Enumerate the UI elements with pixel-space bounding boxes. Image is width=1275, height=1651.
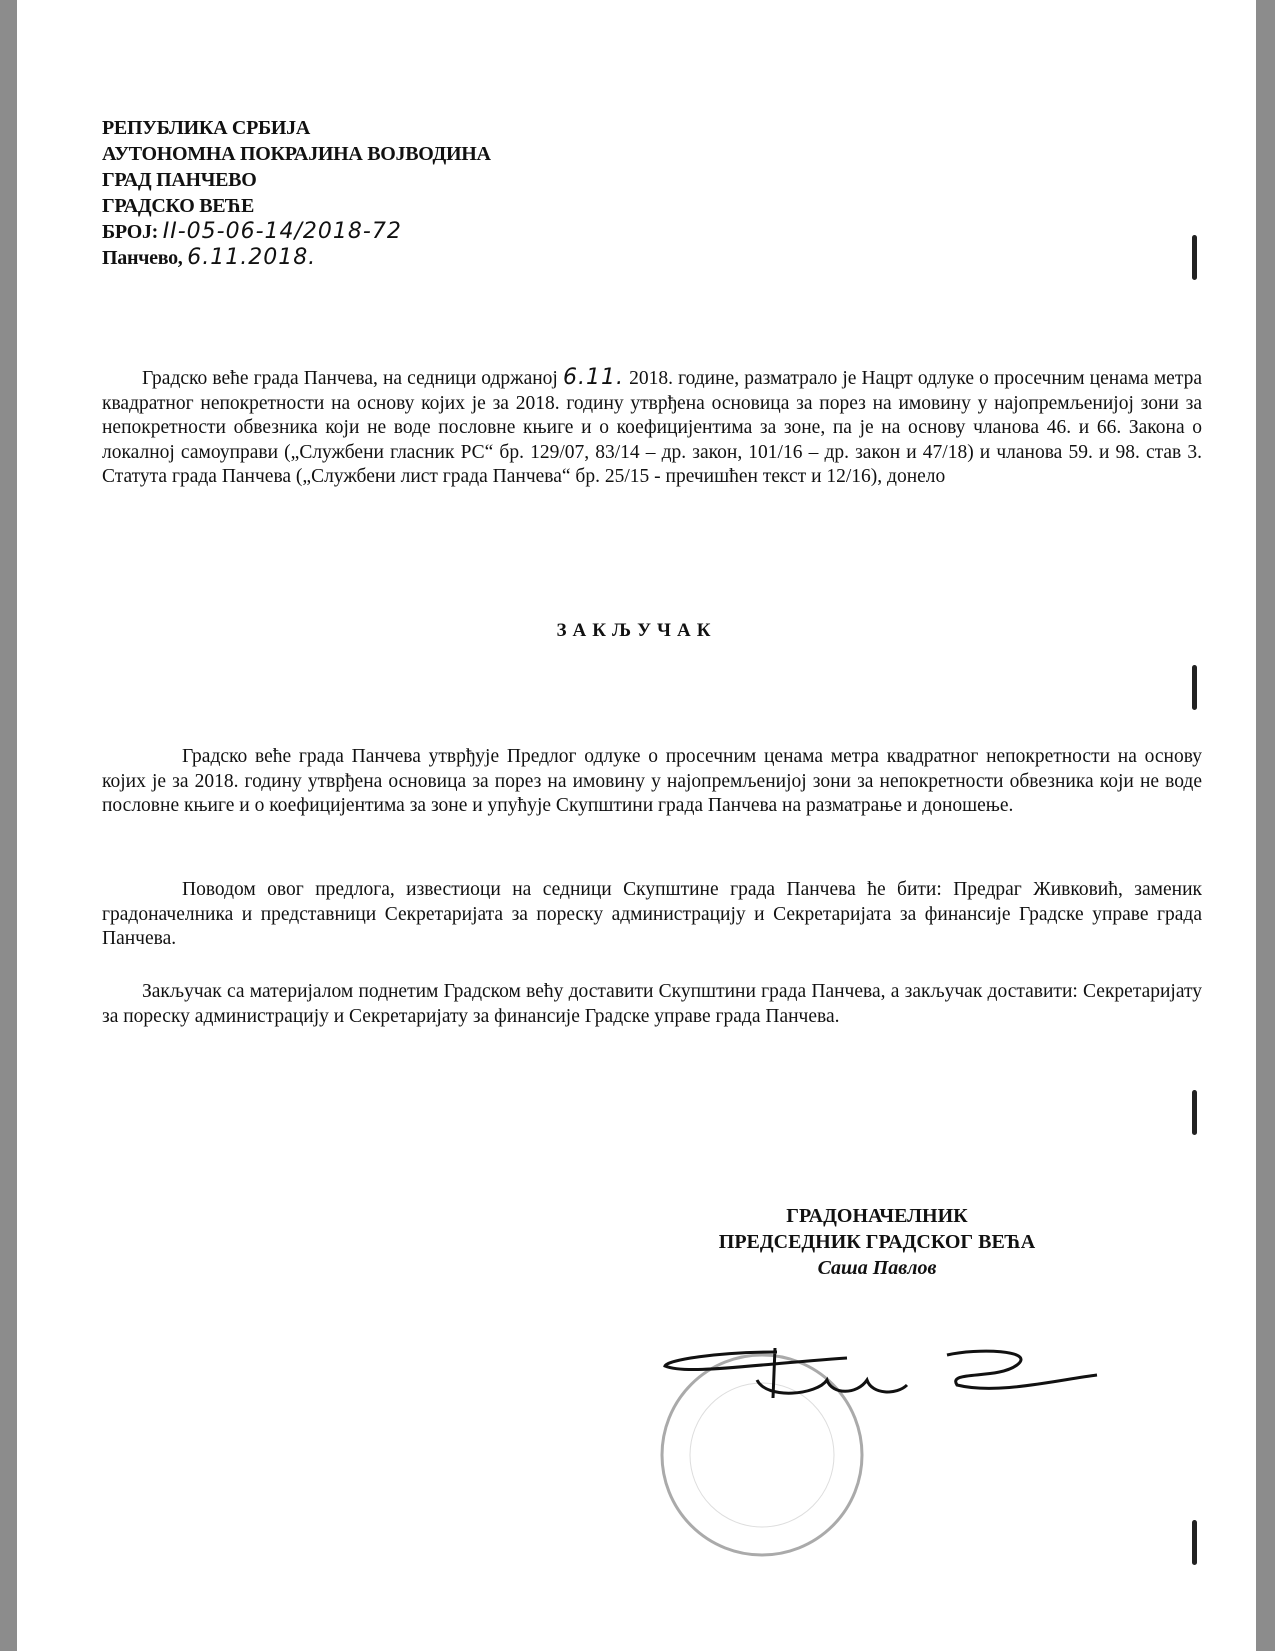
number-label: БРОЈ: (102, 221, 159, 243)
signatory-role: ПРЕДСЕДНИК ГРАДСКОГ ВЕЋА (718, 1231, 1036, 1253)
handwritten-session-date: 6.11. (562, 365, 624, 390)
paragraph-text: Закључак са материјалом поднетим Градском већу доставити Скупштини града Панчева, а закључак доставити: Секретаријату за пореску администрацију и Секретаријату за финансије Градске управе града Панчева. (102, 981, 1202, 1027)
body-paragraph (102, 878, 1202, 952)
scan-mark (1192, 1090, 1197, 1135)
signatory-name: Саша Павлов (817, 1257, 937, 1279)
handwritten-number: II-05-06-14/2018-72 (162, 219, 402, 244)
scan-mark (1192, 1520, 1197, 1565)
body-paragraph (102, 980, 1202, 1029)
body-paragraph (102, 745, 1202, 819)
preamble-paragraph (102, 366, 1202, 490)
scan-mark (1192, 235, 1197, 280)
letterhead (102, 115, 491, 271)
handwritten-date: 6.11.2018. (187, 245, 317, 270)
signatory-title: ГРАДОНАЧЕЛНИК (786, 1205, 968, 1227)
reference-number (102, 219, 491, 245)
paragraph-text: Поводом овог предлога, известиоци на седници Скупштине града Панчева ће бити: Предраг Живковић, заменик градоначелника и представници Секретаријата за пореску администрацију и Секретаријата за финансије Градске управе града Панчева. (102, 879, 1202, 949)
preamble-text: 2018. године, разматрало је Нацрт одлуке о просечним ценама метра квадратног непокретности на основу којих је за 2018. годину утврђена основица за порез на имовину у најопремљенијој зони за непокретности обвезника који не воде пословне књиге и о коефицијентима за зоне, па је на основу чланова 46. и 66. Закона о локалној самоуправи („Службени гласник РС“ бр. 129/07, 83/14 – др. закон, 101/16 – др. закон и 47/18) и чланова 59. и 98. став 3. Статута града Панчева („Службени лист града Панчева“ бр. 25/15 - пречишћен текст и 12/16), донело (102, 368, 1202, 487)
paragraph-text: Градско веће града Панчева утврђује Предлог одлуке о просечним ценама метра квадратног непокретности на основу којих је за 2018. годину утврђена основица за порез на имовину у најопремљенијој зони за непокретности обвезника који не воде пословне књиге и о коефицијентима за зоне и упућује Скупштини града Панчева на разматрање и доношење. (102, 746, 1202, 816)
letterhead-line: ГРАД ПАНЧЕВО (102, 169, 257, 191)
document-page (17, 0, 1256, 1651)
signature-block (647, 1203, 1107, 1281)
handwritten-signature (657, 1340, 1117, 1410)
preamble-text: Градско веће града Панчева, на седници одржаној (142, 368, 563, 389)
letterhead-line: АУТОНОМНА ПОКРАЈИНА ВОЈВОДИНА (102, 143, 491, 165)
letterhead-line: ГРАДСКО ВЕЋЕ (102, 195, 255, 217)
place-date (102, 245, 491, 271)
letterhead-line: РЕПУБЛИКА СРБИЈА (102, 117, 311, 139)
scan-mark (1192, 665, 1197, 710)
document-title: ЗАКЉУЧАК (556, 620, 717, 641)
place-label: Панчево, (102, 247, 183, 269)
